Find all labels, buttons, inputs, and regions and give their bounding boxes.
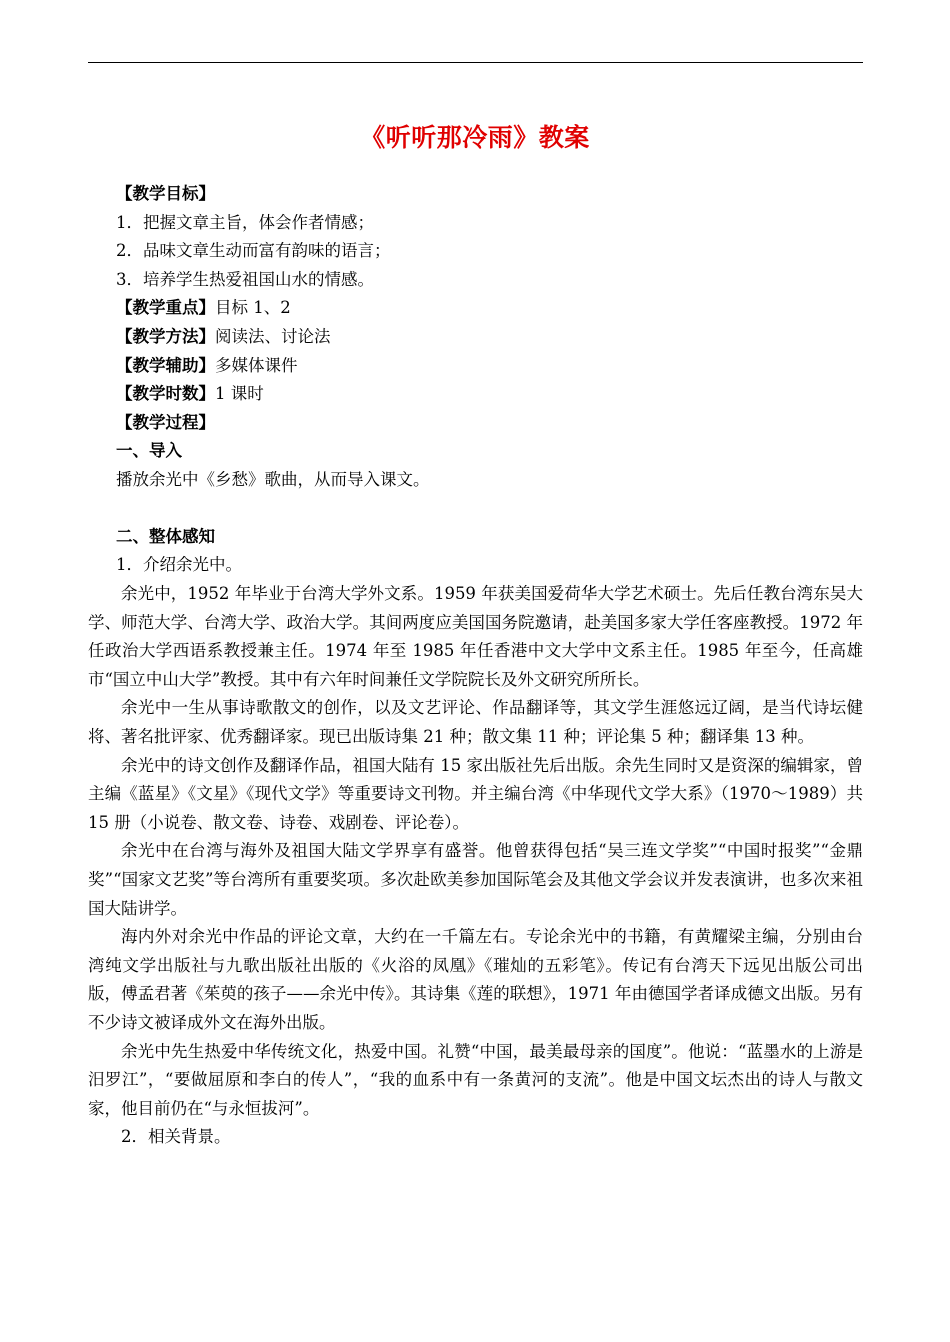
section-item: 1．介绍余光中。 (116, 555, 242, 575)
methods-row (116, 323, 864, 352)
objectives-heading: 【教学目标】 (116, 184, 215, 203)
body-paragraph: 海内外对余光中作品的评论文章，大约在一千篇左右。专论余光中的书籍，有黄耀梁主编，分别由台湾纯文学出版社与九歌出版社出版的《火浴的凤凰》《璀灿的五彩笔》。传记有台湾天下远见出版公司出版，傅孟君著《茱萸的孩子——余光中传》。其诗集《莲的联想》，1971 年由德国学者译成德文出版。另有不少诗文被译成外文在海外出版。 (88, 927, 863, 1032)
aids-row (116, 352, 864, 381)
methods-value: 阅读法、讨论法 (215, 326, 331, 346)
key-points-value: 目标 1、2 (215, 298, 291, 318)
document-title: 《听听那冷雨》教案 (360, 123, 590, 152)
process-heading: 【教学过程】 (116, 412, 215, 432)
section-heading: 二、整体感知 (116, 526, 215, 546)
document-body (116, 180, 864, 580)
key-points-label: 【教学重点】 (116, 298, 215, 318)
hours-value: 1 课时 (215, 384, 264, 404)
spacer (116, 495, 864, 523)
body-paragraph: 余光中的诗文创作及翻译作品，祖国大陆有 15 家出版社先后出版。余先生同时又是资深的编辑家，曾主编《蓝星》《文星》《现代文学》等重要诗文刊物。并主编台湾《中华现代文学大系》（1970～1989）共 15 册（小说卷、散文卷、诗卷、戏剧卷、评论卷）。 (88, 755, 863, 832)
objective-item: 3．培养学生热爱祖国山水的情感。 (116, 269, 374, 289)
section-item: 2．相关背景。 (121, 1127, 231, 1147)
biography-block (88, 580, 863, 1152)
methods-label: 【教学方法】 (116, 326, 215, 346)
body-paragraph: 余光中在台湾与海外及祖国大陆文学界享有盛誉。他曾获得包括“吴三连文学奖”“中国时报奖”“金鼎奖”“国家文艺奖”等台湾所有重要奖项。多次赴欧美参加国际笔会及其他文学会议并发表演讲，也多次来祖国大陆讲学。 (88, 841, 863, 918)
section-text: 播放余光中《乡愁》歌曲，从而导入课文。 (116, 469, 430, 489)
body-paragraph: 余光中一生从事诗歌散文的创作，以及文艺评论、作品翻译等，其文学生涯悠远辽阔，是当代诗坛健将、著名批评家、优秀翻译家。现已出版诗集 21 种；散文集 11 种；评论集 5 种；翻译集 13 种。 (88, 698, 863, 746)
hours-row (116, 380, 864, 409)
objective-item: 1．把握文章主旨，体会作者情感； (116, 212, 374, 232)
aids-value: 多媒体课件 (215, 355, 298, 375)
section-heading: 一、导入 (116, 441, 182, 461)
key-points-row (116, 294, 864, 323)
body-paragraph: 余光中，1952 年毕业于台湾大学外文系。1959 年获美国爱荷华大学艺术硕士。先后任教台湾东吴大学、师范大学、台湾大学、政治大学。其间两度应美国国务院邀请，赴美国多家大学任客座教授。1972 年任政治大学西语系教授兼主任。1974 年至 1985 年任香港中文大学中文系主任。1985 年至今，任高雄市“国立中山大学”教授。其中有六年时间兼任文学院院长及外文研究所所长。 (88, 584, 863, 689)
body-paragraph: 余光中先生热爱中华传统文化，热爱中国。礼赞“中国，最美最母亲的国度”。他说：“蓝墨水的上游是汨罗江”，“要做屈原和李白的传人”，“我的血系中有一条黄河的支流”。他是中国文坛杰出的诗人与散文家，他目前仍在“与永恒拔河”。 (88, 1041, 863, 1118)
objective-item: 2．品味文章生动而富有韵味的语言； (116, 241, 391, 261)
aids-label: 【教学辅助】 (116, 355, 215, 375)
hours-label: 【教学时数】 (116, 384, 215, 404)
header-rule (88, 62, 863, 63)
